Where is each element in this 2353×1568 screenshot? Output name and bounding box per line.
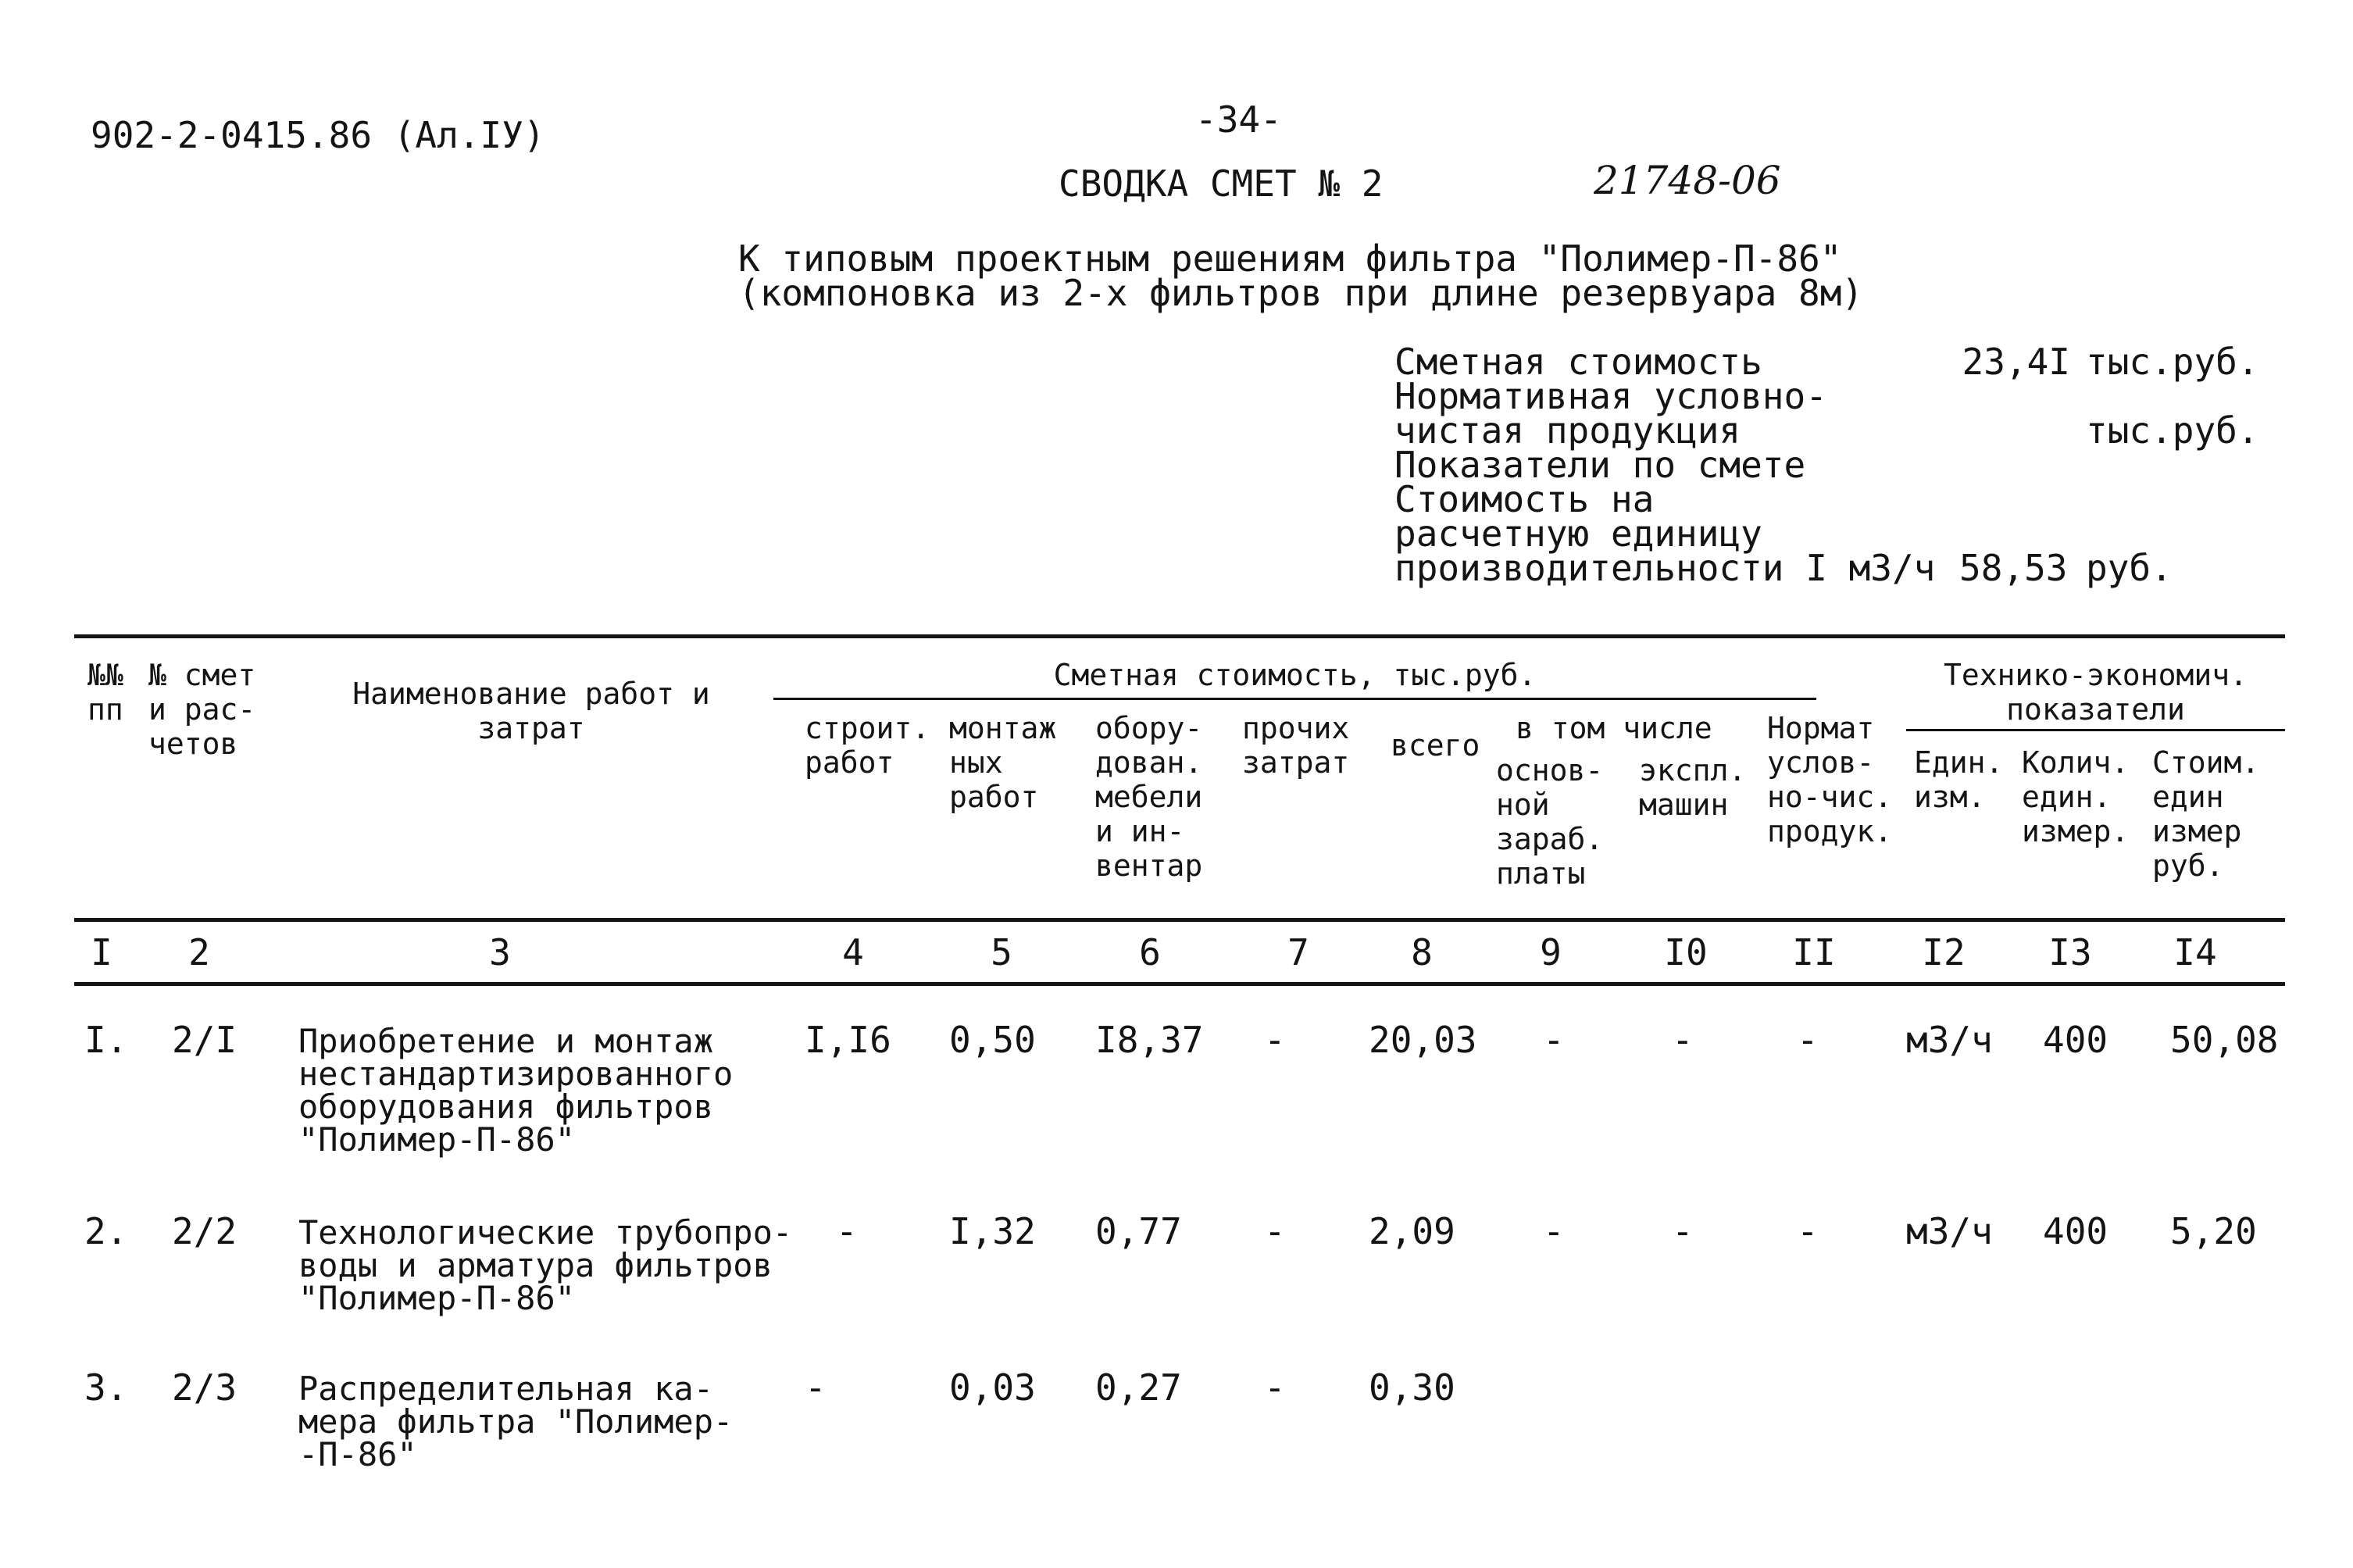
col-header-work-name: Наименование работ и затрат xyxy=(352,677,710,745)
summary-label: чистая продукция xyxy=(1394,409,1741,452)
unit: м3/ч xyxy=(1906,1019,1993,1061)
summary-label: Сметная стоимость xyxy=(1394,341,1762,383)
normative-product: - xyxy=(1797,1019,1819,1061)
col-header-total: всего xyxy=(1391,728,1480,763)
column-number: 2 xyxy=(188,931,210,973)
work-name: Распределительная ка- мера фильтра "Полимер- -П-86" xyxy=(298,1370,734,1473)
cost-installation: 0,03 xyxy=(949,1366,1036,1409)
row-number: I. xyxy=(84,1019,128,1061)
group-header-tech-indicators: Технико-экономич. показатели xyxy=(1944,658,2248,727)
col-header-estimate-ref: № смет и рас- четов xyxy=(148,658,256,761)
col-header-equipment: обору- дован. мебели и ин- вентар xyxy=(1095,711,1203,883)
table-top-rule xyxy=(74,634,2285,638)
column-number-rule xyxy=(74,982,2285,986)
column-number: I4 xyxy=(2173,931,2217,973)
col-header-installation: монтаж ных работ xyxy=(949,711,1057,814)
summary-value: 58,53 xyxy=(1959,547,2068,589)
column-number: I3 xyxy=(2048,931,2092,973)
cost-total: 2,09 xyxy=(1369,1210,1455,1252)
subtitle-line-2: (компоновка из 2-х фильтров при длине резервуара 8м) xyxy=(738,272,1864,314)
cost-equipment: I8,37 xyxy=(1095,1019,1204,1061)
group-header-estimated-cost: Сметная стоимость, тыс.руб. xyxy=(1053,658,1537,692)
column-number: 3 xyxy=(489,931,511,973)
col-header-other-costs: прочих затрат xyxy=(1242,711,1350,780)
machine-operation: - xyxy=(1672,1019,1694,1061)
row-number: 3. xyxy=(84,1366,128,1409)
header-bottom-rule xyxy=(74,918,2285,922)
summary-label: Нормативная условно- xyxy=(1394,375,1827,417)
unit: м3/ч xyxy=(1906,1210,1993,1252)
summary-label: Стоимость на xyxy=(1394,478,1655,520)
col-header-normative-product: Нормат услов- но-чис. продук. xyxy=(1767,711,1893,848)
estimate-ref: 2/2 xyxy=(172,1210,237,1252)
summary-unit: тыс.руб. xyxy=(2086,341,2259,383)
cost-total: 0,30 xyxy=(1369,1366,1455,1409)
col-header-base-wages: основ- ной зараб. платы xyxy=(1496,753,1604,891)
column-number: 8 xyxy=(1411,931,1433,973)
cost-installation: I,32 xyxy=(949,1210,1036,1252)
work-name: Приобретение и монтаж нестандартизированного оборудования фильтров "Полимер-П-86" xyxy=(298,1022,734,1159)
row-number: 2. xyxy=(84,1210,128,1252)
cost-construction: - xyxy=(836,1210,858,1252)
estimate-ref: 2/3 xyxy=(172,1366,237,1409)
quantity: 400 xyxy=(2043,1210,2108,1252)
work-name: Технологические трубопро- воды и арматура фильтров "Полимер-П-86" xyxy=(298,1213,793,1317)
column-number: 5 xyxy=(991,931,1012,973)
cost-other: - xyxy=(1264,1366,1286,1409)
column-number: I xyxy=(91,931,112,973)
col-header-unit: Един. изм. xyxy=(1914,745,2004,814)
column-number: 7 xyxy=(1287,931,1309,973)
tech-group-rule xyxy=(1906,729,2285,731)
summary-unit: руб. xyxy=(2086,547,2173,589)
cost-equipment: 0,77 xyxy=(1095,1210,1182,1252)
column-number: 6 xyxy=(1139,931,1161,973)
cost-construction: I,I6 xyxy=(805,1019,891,1061)
summary-label: Показатели по смете xyxy=(1394,444,1806,486)
cost-total: 20,03 xyxy=(1369,1019,1477,1061)
column-number: 9 xyxy=(1540,931,1562,973)
cost-installation: 0,50 xyxy=(949,1019,1036,1061)
summary-label: производительности I м3/ч xyxy=(1394,547,1936,589)
base-wages: - xyxy=(1543,1210,1565,1252)
col-header-number: №№ пп xyxy=(87,658,123,727)
cost-other: - xyxy=(1264,1210,1286,1252)
col-header-construction: строит. работ xyxy=(805,711,930,780)
machine-operation: - xyxy=(1672,1210,1694,1252)
summary-value: 23,4I xyxy=(1962,341,2070,383)
quantity: 400 xyxy=(2043,1019,2108,1061)
document-title: СВОДКА СМЕТ № 2 xyxy=(1059,163,1384,205)
page-number: -34- xyxy=(1195,98,1282,141)
unit-cost: 5,20 xyxy=(2170,1210,2257,1252)
document-code: 902-2-0415.86 (Ал.IУ) xyxy=(91,114,545,156)
subtitle-line-1: К типовым проектным решениям фильтра "Полимер-П-86" xyxy=(738,238,1842,280)
cost-construction: - xyxy=(805,1366,827,1409)
unit-cost: 50,08 xyxy=(2170,1019,2279,1061)
estimate-ref: 2/I xyxy=(172,1019,237,1061)
base-wages: - xyxy=(1543,1019,1565,1061)
column-number: I0 xyxy=(1664,931,1708,973)
normative-product: - xyxy=(1797,1210,1819,1252)
cost-equipment: 0,27 xyxy=(1095,1366,1182,1409)
cost-group-rule xyxy=(773,698,1816,700)
col-header-unit-cost: Стоим. един измер руб. xyxy=(2152,745,2260,883)
summary-unit: тыс.руб. xyxy=(2086,409,2259,452)
sub-header-including: в том числе xyxy=(1516,711,1712,745)
col-header-quantity: Колич. един. измер. xyxy=(2022,745,2130,848)
column-number: II xyxy=(1792,931,1836,973)
col-header-machine-operation: экспл. машин xyxy=(1639,753,1747,822)
cost-other: - xyxy=(1264,1019,1286,1061)
column-number: 4 xyxy=(842,931,864,973)
handwritten-number: 21748-06 xyxy=(1594,158,1781,203)
column-number: I2 xyxy=(1922,931,1966,973)
summary-label: расчетную единицу xyxy=(1394,513,1762,555)
